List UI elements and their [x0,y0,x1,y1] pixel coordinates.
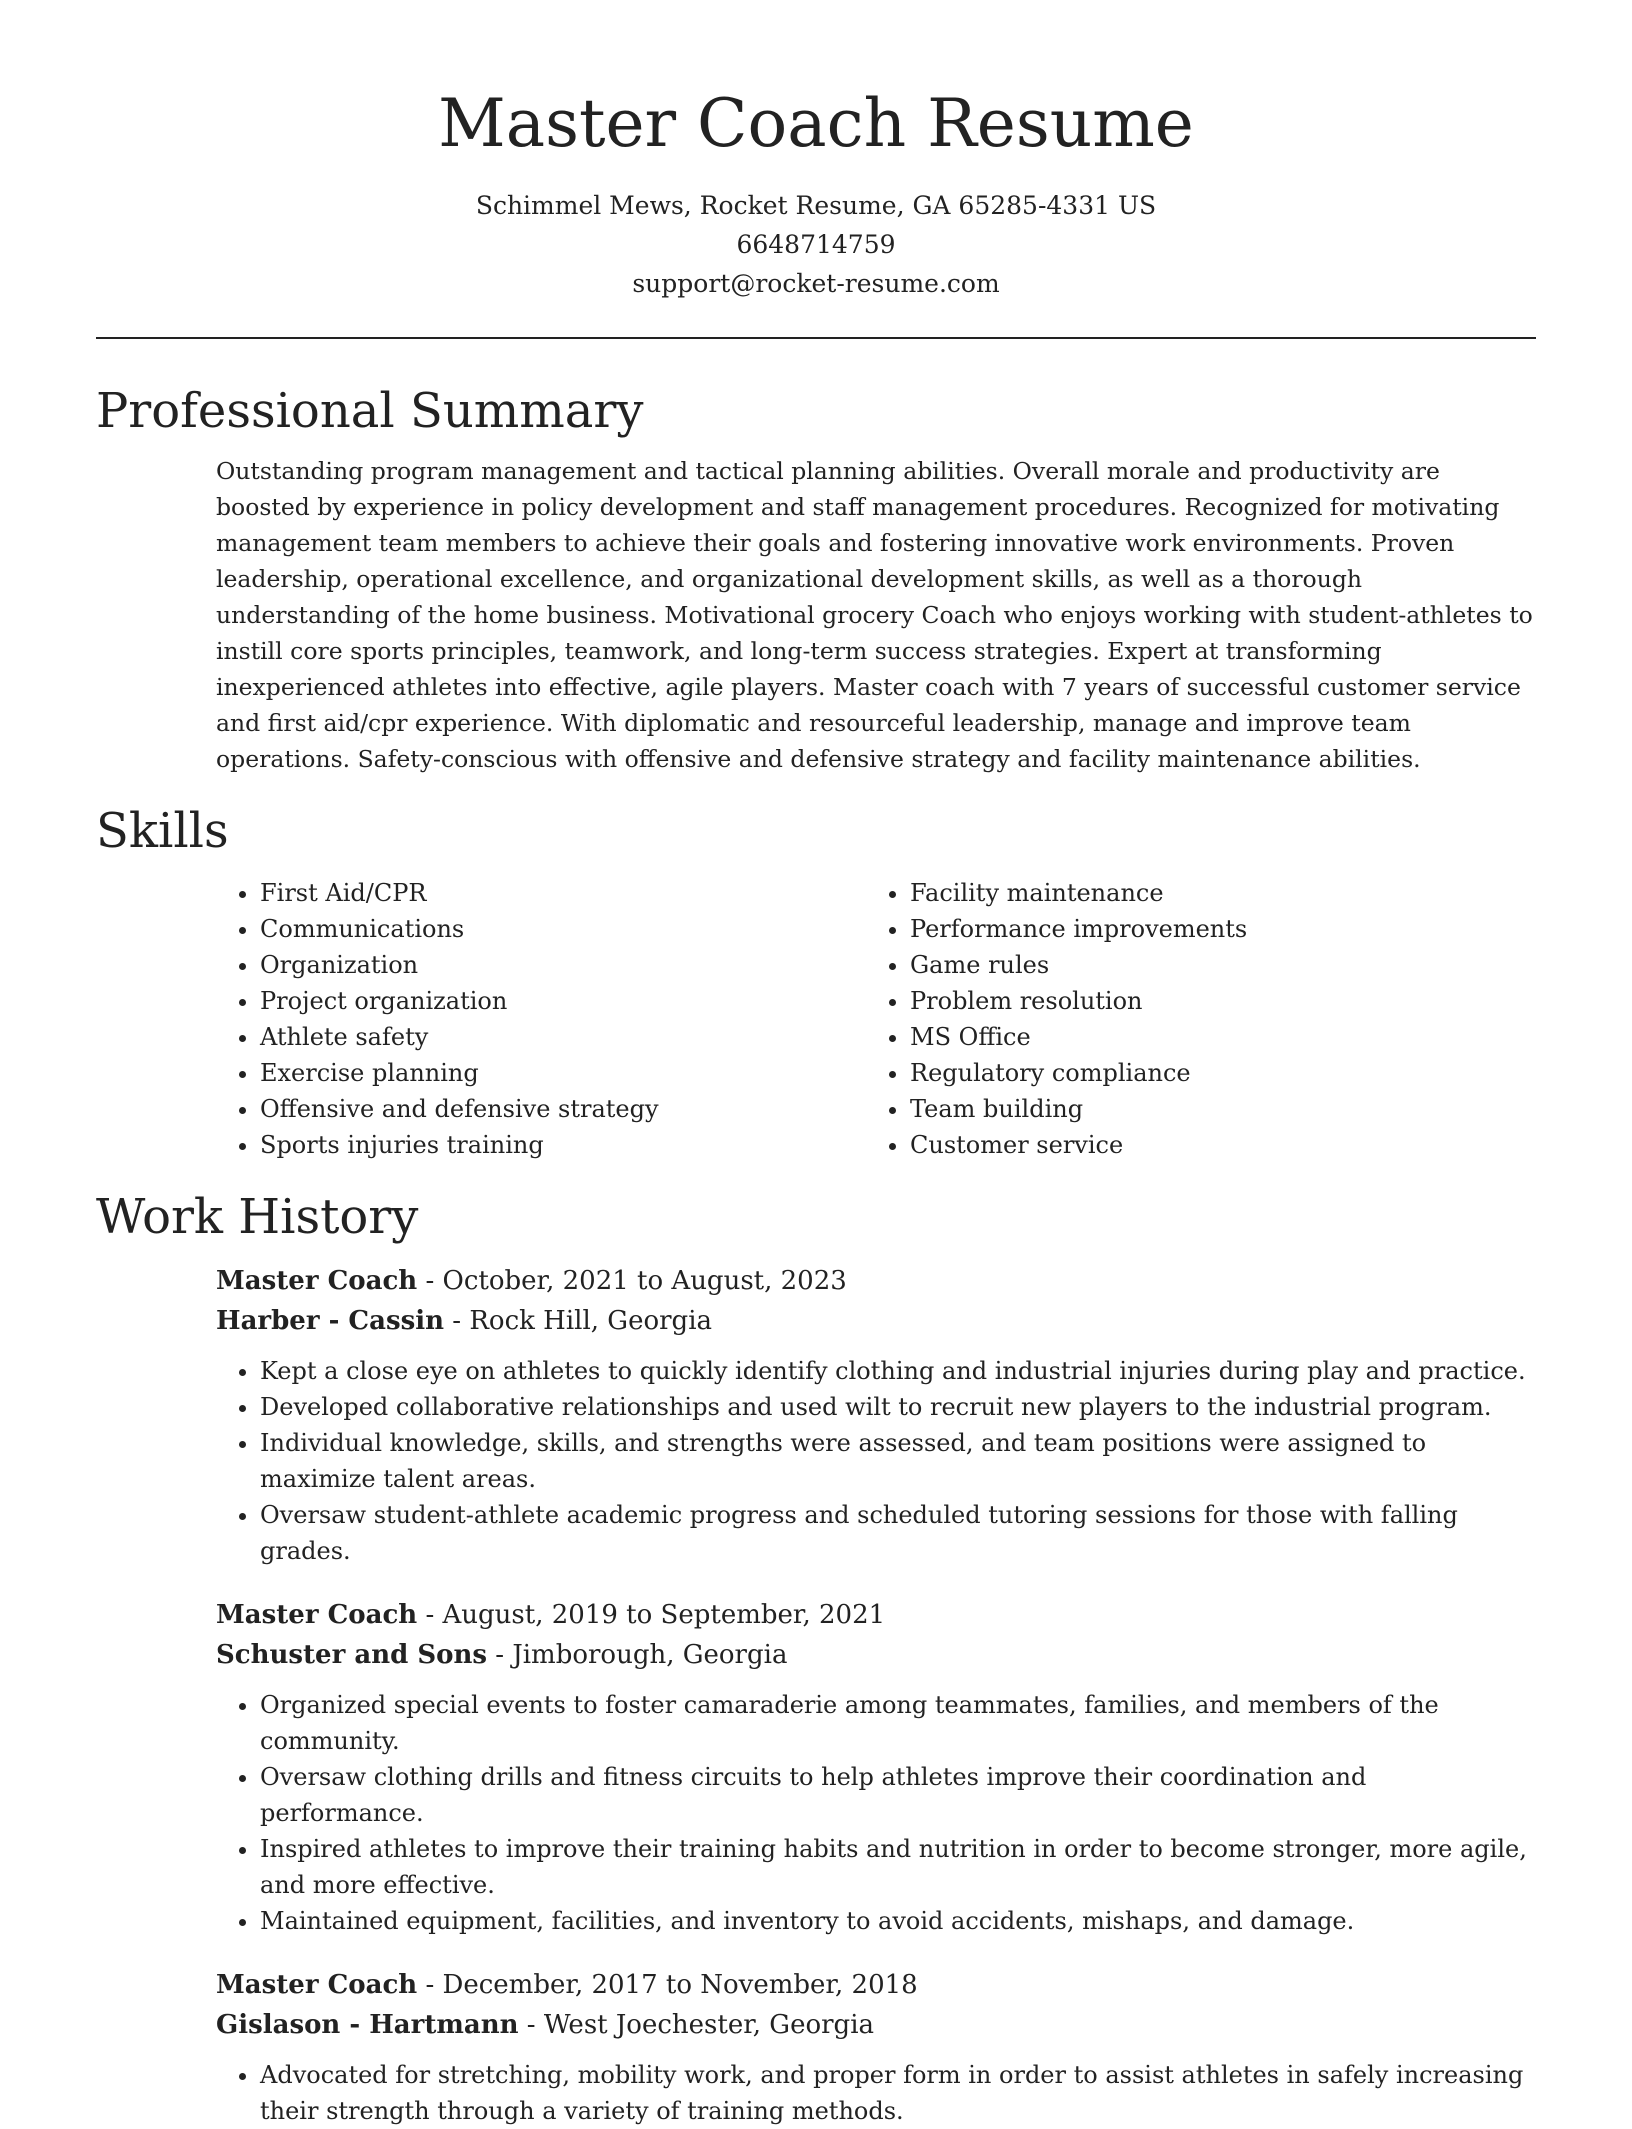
job-title-line [216,1261,1536,1301]
skills-section [96,801,1536,1163]
job-bullet: • Individual knowledge, skills, and strengths were assessed, and team positions were assigned to maximize talent areas. [260,1425,1536,1497]
skill-item: • Organization [260,947,866,983]
job-role: Master Coach [216,1266,418,1296]
summary-heading: Professional Summary [96,383,644,439]
skills-list-right [866,875,1516,1163]
job-bullets [216,1687,1536,1939]
work-history-heading: Work History [96,1189,419,1245]
job-dates: - December, 2017 to November, 2018 [417,1970,918,2000]
job-bullet: • Oversaw clothing drills and fitness circuits to help athletes improve their coordination and performance. [260,1759,1536,1831]
job-company-line [216,2005,1536,2045]
job-bullet: • Organized special events to foster camaraderie among teammates, families, and members of the community. [260,1687,1536,1759]
job-location: - Rock Hill, Georgia [444,1306,713,1336]
skill-item: • MS Office [910,1019,1516,1055]
skill-item: • Game rules [910,947,1516,983]
job-bullets [216,1353,1536,1569]
job-title-line [216,1595,1536,1635]
job-bullet: • Inspired athletes to improve their training habits and nutrition in order to become stronger, more agile, and more effective. [260,1831,1536,1903]
skill-item: • Problem resolution [910,983,1516,1019]
job-dates: - October, 2021 to August, 2023 [417,1266,847,1296]
job-bullet: • Developed collaborative relationships and used wilt to recruit new players to the industrial program. [260,1389,1536,1425]
job-entry [216,1595,1536,1939]
skill-item: • Athlete safety [260,1019,866,1055]
skill-item: • Communications [260,911,866,947]
phone: 6648714759 [736,230,896,259]
skill-item: • Regulatory compliance [910,1055,1516,1091]
skills-list-left [216,875,866,1163]
summary-text: Outstanding program management and tactical planning abilities. Overall morale and productivity are boosted by experience in policy development and staff management procedures. Recognized for motivating management team members to achieve their goals and fostering innovative work environments. Proven leadership, operational excellence, and organizational development skills, as well as a thorough understanding of the home business. Motivational grocery Coach who enjoys working with student-athletes to instill core sports principles, teamwork, and long-term success strategies. Expert at transforming inexperienced athletes into effective, agile players. Master coach with 7 years of successful customer service and first aid/cpr experience. With diplomatic and resourceful leadership, manage and improve team operations. Safety-conscious with offensive and defensive strategy and facility maintenance abilities. [216,457,1533,773]
skills-heading: Skills [96,803,229,859]
job-company: Gislason - Hartmann [216,2010,519,2040]
skill-item: • Exercise planning [260,1055,866,1091]
job-bullet: • Maintained equipment, facilities, and inventory to avoid accidents, mishaps, and damage. [260,1903,1536,1939]
job-role: Master Coach [216,1970,418,2000]
skill-item: • First Aid/CPR [260,875,866,911]
job-bullets [216,2057,1536,2129]
work-history-section [96,1187,1536,2129]
resume-title: Master Coach Resume [438,85,1194,162]
header-divider [96,337,1536,339]
job-company-line [216,1301,1536,1341]
job-location: - Jimborough, Georgia [487,1640,788,1670]
skill-item: • Customer service [910,1127,1516,1163]
skill-item: • Performance improvements [910,911,1516,947]
job-role: Master Coach [216,1600,418,1630]
job-title-line [216,1965,1536,2005]
job-bullet: • Oversaw student-athlete academic progress and scheduled tutoring sessions for those with falling grades. [260,1497,1536,1569]
job-entry [216,1261,1536,1569]
job-dates: - August, 2019 to September, 2021 [417,1600,886,1630]
skill-item: • Project organization [260,983,866,1019]
skills-columns [216,875,1536,1163]
skill-item: • Team building [910,1091,1516,1127]
skill-item: • Sports injuries training [260,1127,866,1163]
job-bullet: • Kept a close eye on athletes to quickly identify clothing and industrial injuries during play and practice. [260,1353,1536,1389]
job-location: - West Joechester, Georgia [518,2010,875,2040]
contact-block [96,186,1536,303]
job-company-line [216,1635,1536,1675]
resume-header [96,0,1536,303]
email: support@rocket-resume.com [632,269,1000,298]
address: Schimmel Mews, Rocket Resume, GA 65285-4331 US [475,191,1157,220]
skill-item: • Facility maintenance [910,875,1516,911]
job-entry [216,1965,1536,2129]
job-company: Schuster and Sons [216,1640,487,1670]
job-company: Harber - Cassin [216,1306,445,1336]
job-bullet: • Advocated for stretching, mobility work, and proper form in order to assist athletes in safely increasing their strength through a variety of training methods. [260,2057,1536,2129]
summary-section [96,381,1536,777]
resume-page [96,0,1536,2129]
skill-item: • Offensive and defensive strategy [260,1091,866,1127]
